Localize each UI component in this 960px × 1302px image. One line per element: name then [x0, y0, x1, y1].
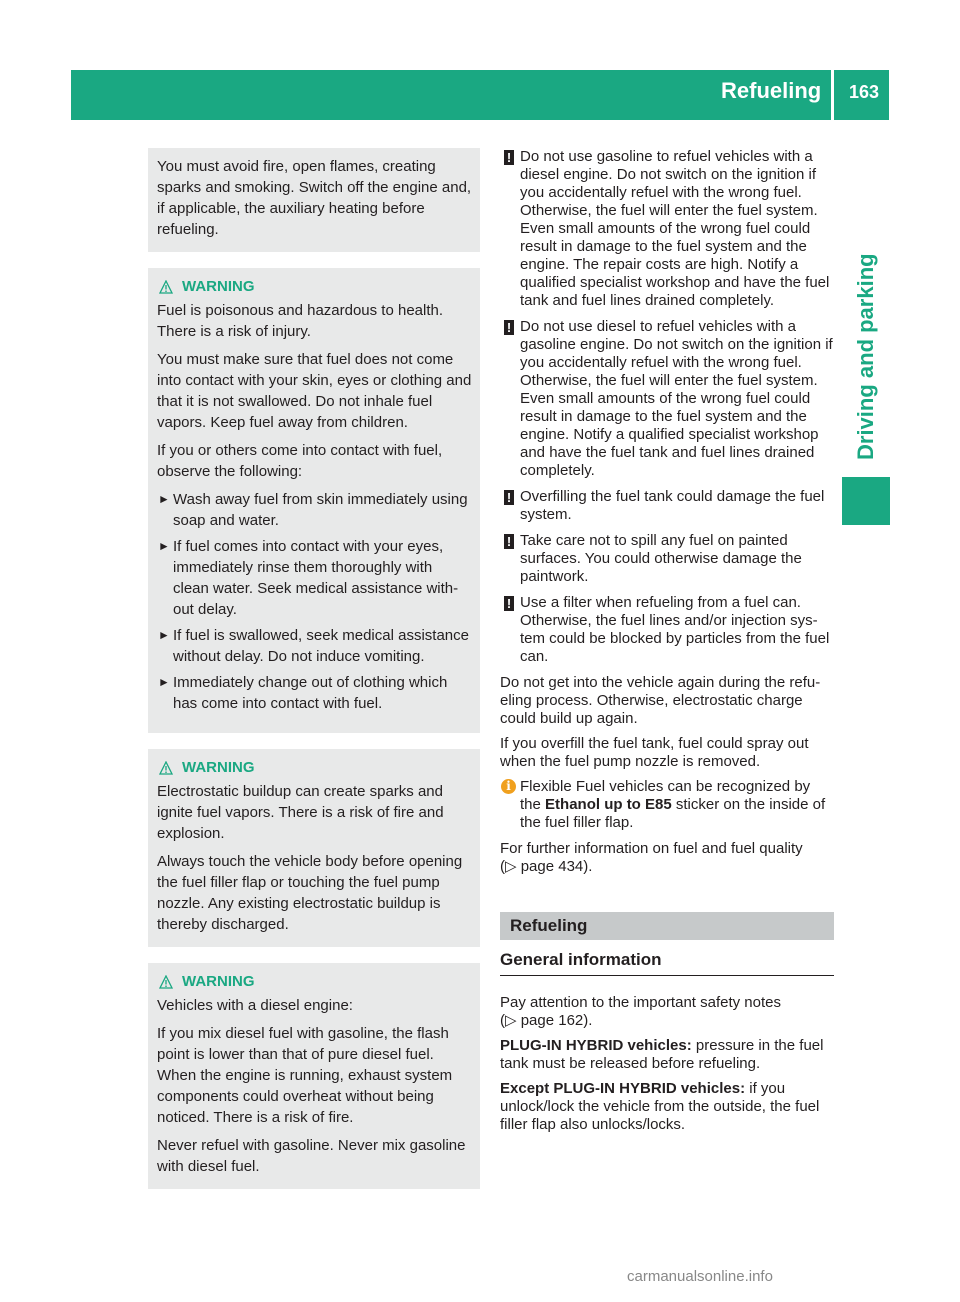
body-bold-text: Except PLUG-IN HYBRID vehicles: — [500, 1080, 746, 1097]
caution-note — [500, 532, 834, 586]
warning-label: WARNING — [182, 759, 255, 776]
bullet-icon: ► — [158, 539, 170, 553]
warning-label: WARNING — [182, 973, 255, 990]
warning-header — [157, 973, 472, 990]
body-text — [500, 1037, 834, 1073]
info-text: Flexible Fuel vehicles can be recognized by the — [520, 778, 811, 813]
exclamation-icon: ! — [504, 320, 514, 335]
bullet-icon: ► — [158, 492, 170, 506]
right-column — [500, 148, 834, 1141]
left-column — [148, 148, 480, 1205]
warning-text: Fuel is poisonous and hazardous to health. There is a risk of injury. — [157, 302, 444, 340]
exclamation-icon: ! — [504, 150, 514, 165]
warning-header — [157, 759, 472, 776]
warning-triangle-icon — [159, 761, 173, 775]
warning-header — [157, 278, 472, 295]
warning-text: Never refuel with gasoline. Never mix gasoline with diesel fuel. — [157, 1137, 466, 1175]
warning-text: Always touch the vehicle body before opening the fuel filler flap or touching the fuel pump nozzle. Any existing electrostatic buildup is thereby discharged. — [157, 853, 463, 933]
subsection-heading: General information — [500, 950, 834, 976]
chapter-label: Driving and parking — [853, 253, 878, 460]
body-text: Do not get into the vehicle again during the refueling process. Otherwise, electrostatic charge could build up again. — [500, 674, 821, 727]
body-text — [500, 994, 834, 1030]
chapter-marker — [842, 477, 890, 525]
section-heading: Refueling — [510, 916, 588, 935]
note-text: Do not use gasoline to refuel vehicles with a diesel engine. Do not switch on the ignition if you accidentally refuel with the wrong fuel. Otherwise, the fuel will enter the fuel system. Even small amounts of the wrong fuel could result in damage to the fuel system and the engine. The repair costs are high. Notify a qualified specialist workshop and have the fuel tank and fuel lines drained completely. — [520, 148, 830, 309]
warning-box-diesel — [148, 963, 480, 1189]
list-item-text: Immediately change out of clothing which has come into contact with fuel. — [173, 674, 448, 712]
section-title: Refueling — [721, 78, 822, 103]
warning-text: Electrostatic buildup can create sparks and ignite fuel vapors. There is a risk of fire and explosion. — [157, 783, 444, 842]
warning-triangle-icon — [159, 280, 173, 294]
body-text — [500, 840, 834, 876]
page-reference-link[interactable]: (▷ page 434). — [500, 858, 593, 875]
page-number: 163 — [848, 82, 880, 102]
warning-text: If you or others come into contact with fuel, observe the following: — [157, 442, 443, 480]
caution-note — [500, 318, 834, 480]
exclamation-icon: ! — [504, 490, 514, 505]
warning-text: You must make sure that fuel does not come into contact with your skin, eyes or clothing and that it is not swallowed. Do not inhale fuel vapors. Keep fuel away from children. — [157, 351, 472, 431]
body-bold-text: PLUG-IN HYBRID vehicles: — [500, 1037, 692, 1054]
page-reference-link[interactable]: (▷ page 162). — [500, 1012, 593, 1029]
bullet-icon: ► — [158, 675, 170, 689]
intro-text: You must avoid fire, open flames, creating sparks and smoking. Switch off the engine and, if applicable, the auxiliary heating before refueling. — [157, 158, 472, 238]
warning-box-fuel — [148, 268, 480, 733]
section-heading-bar — [500, 912, 834, 940]
body-text-span: pressure in the fuel tank must be released before refueling. — [500, 1037, 824, 1072]
warning-triangle-icon — [159, 975, 173, 989]
info-icon: i — [501, 779, 516, 794]
note-text: Overfilling the fuel tank could damage the fuel system. — [520, 488, 825, 523]
caution-note — [500, 488, 834, 524]
intro-box — [148, 148, 480, 252]
body-text-span: if you unlock/lock the vehicle from the outside, the fuel filler flap also unlocks/locks. — [500, 1080, 820, 1133]
body-text — [500, 1080, 834, 1134]
list-item-text: If fuel is swallowed, seek medical assistance without delay. Do not induce vomiting. — [173, 627, 469, 665]
list-item — [157, 489, 472, 531]
body-text: If you overfill the fuel tank, fuel could spray out when the fuel pump nozzle is removed. — [500, 735, 809, 770]
info-note — [500, 778, 834, 832]
bullet-icon: ► — [158, 628, 170, 642]
list-item — [157, 625, 472, 667]
warning-text: Vehicles with a diesel engine: — [157, 997, 353, 1014]
list-item-text: Wash away fuel from skin immediately using soap and water. — [173, 491, 468, 529]
caution-note — [500, 148, 834, 310]
warning-box-electrostatic — [148, 749, 480, 947]
note-text: Take care not to spill any fuel on painted surfaces. You could otherwise damage the paintwork. — [520, 532, 802, 585]
warning-text: If you mix diesel fuel with gasoline, the flash point is lower than that of pure diesel fuel. When the engine is running, exhaust system components could overheat without being noticed. There is a risk of fire. — [157, 1025, 453, 1126]
exclamation-icon: ! — [504, 534, 514, 549]
header-divider — [831, 70, 834, 120]
header-bar — [71, 70, 889, 120]
watermark: carmanualsonline.info — [627, 1268, 773, 1285]
caution-note — [500, 594, 834, 666]
warning-list — [157, 489, 472, 714]
list-item — [157, 672, 472, 714]
note-text: Use a filter when refueling from a fuel can. Otherwise, the fuel lines and/or injection system could be blocked by particles from the fuel can. — [520, 594, 830, 665]
body-text-span: Pay attention to the important safety notes — [500, 994, 782, 1011]
note-text: Do not use diesel to refuel vehicles with a gasoline engine. Do not switch on the ignition if you accidentally refuel with the wrong fuel. Otherwise, the fuel will enter the fuel system. Even small amounts of the wrong fuel could result in damage to the fuel system and the engine. Notify a qualified specialist workshop and have the fuel tank and fuel lines drained completely. — [520, 318, 833, 479]
info-text: sticker on the inside of the fuel filler flap. — [520, 796, 826, 831]
exclamation-icon: ! — [504, 596, 514, 611]
info-bold-text: Ethanol up to E85 — [545, 796, 672, 813]
chapter-side-tab — [842, 160, 890, 460]
body-text-span: For further information on fuel and fuel quality — [500, 840, 803, 857]
list-item-text: If fuel comes into contact with your eyes, immediately rinse them thoroughly with clean water. Seek medical assistance without delay. — [173, 538, 459, 618]
warning-label: WARNING — [182, 278, 255, 295]
list-item — [157, 536, 472, 620]
